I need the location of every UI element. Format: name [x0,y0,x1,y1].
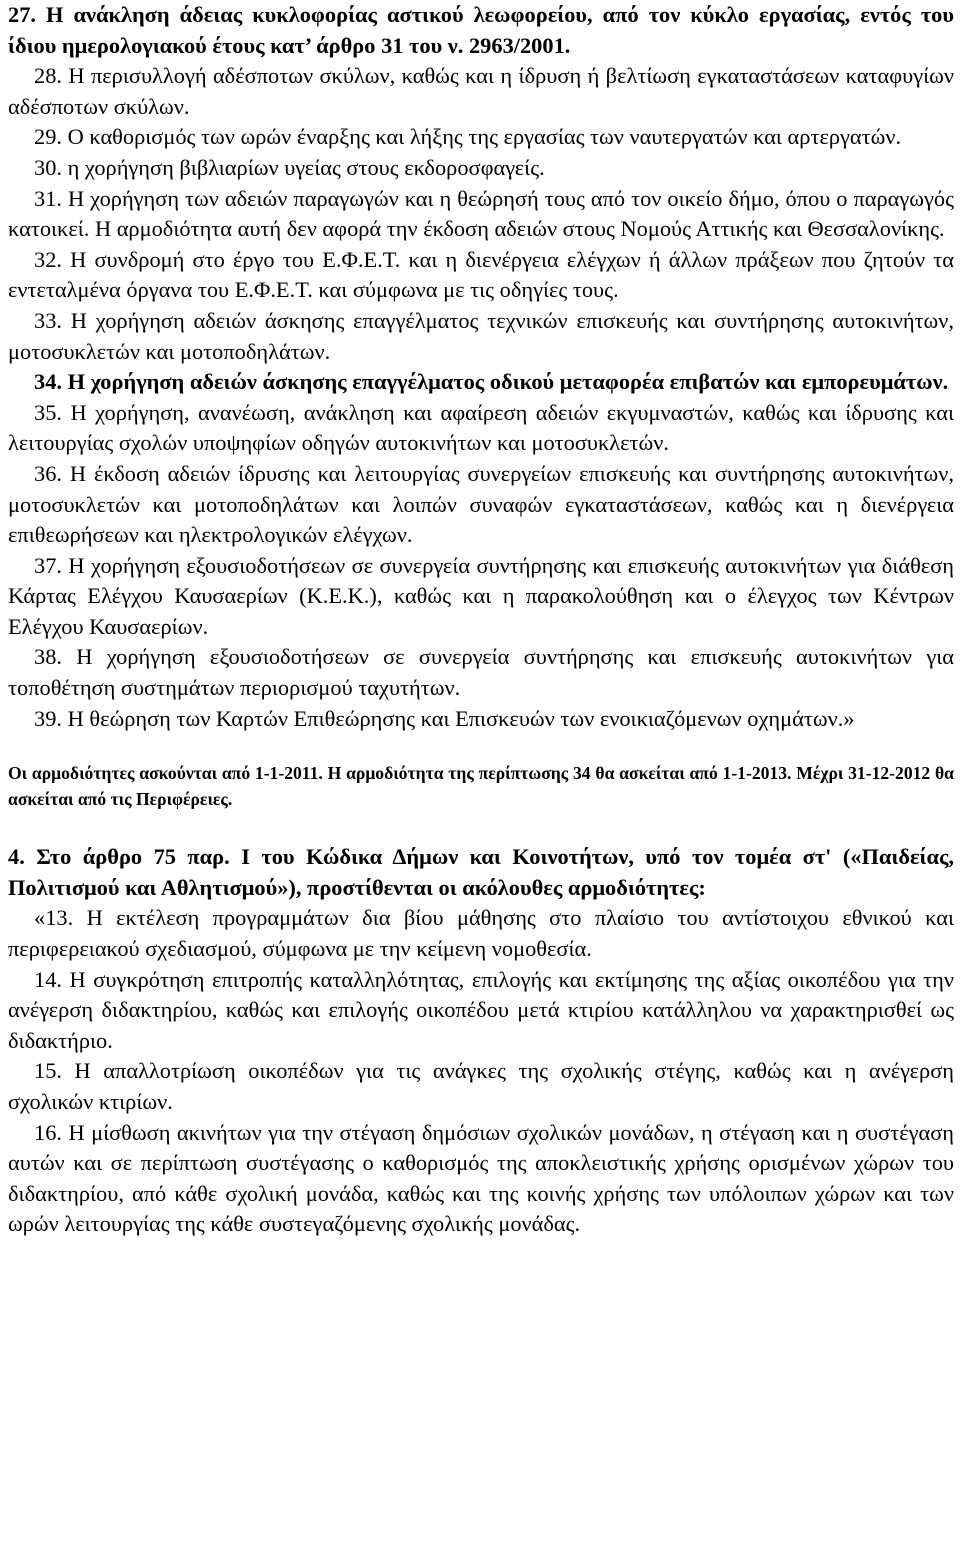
items-list-1 [8,0,954,734]
items-list-2 [8,903,954,1240]
document-page [8,0,954,1240]
effective-date-note: Οι αρμοδιότητες ασκούνται από 1-1-2011. Η αρμοδιότητα της περίπτωσης 34 θα ασκείται από 1-1-2013. Μέχρι 31-12-2012 θα ασκείται από τις Περιφέρειες. [8,763,954,810]
list-item: 35. Η χορήγηση, ανανέωση, ανάκληση και αφαίρεση αδειών εκγυμναστών, καθώς και ίδρυσης και λειτουργίας σχολών υποψηφίων οδηγών αυτοκινήτων και μοτοσυκλετών. [8,399,954,456]
list-item: 15. Η απαλλοτρίωση οικοπέδων για τις ανάγκες της σχολικής στέγης, καθώς και η ανέγερση σχολικών κτιρίων. [8,1058,954,1114]
list-item: «13. Η εκτέλεση προγραμμάτων δια βίου μάθησης στο πλαίσιο του αντίστοιχου εθνικού και περιφερειακού σχεδιασμού, σύμφωνα με την κείμενη νομοθεσία. [8,905,954,962]
list-item: 33. Η χορήγηση αδειών άσκησης επαγγέλματος τεχνικών επισκευής και συντήρησης αυτοκινήτων, μοτοσυκλετών και μοτοποδηλάτων. [8,307,954,364]
list-item: 14. Η συγκρότηση επιτροπής καταλληλότητας, επιλογής και εκτίμησης της αξίας οικοπέδου για την ανέγερση διδακτηρίου, καθώς και επιλογής οικοπέδου μετά κτιρίου κατάλληλου να χαρακτηρισθεί ως διδακτήριο. [8,966,954,1053]
list-item: 38. Η χορήγηση εξουσιοδοτήσεων σε συνεργεία συντήρησης και επισκευής αυτοκινήτων για τοποθέτηση συστημάτων περιορισμού ταχυτήτων. [8,644,954,701]
list-item: 39. Η θεώρηση των Καρτών Επιθεώρησης και Επισκευών των ενοικιαζόμενων οχημάτων.» [34,705,855,731]
section-heading: 4. Στο άρθρο 75 παρ. Ι του Κώδικα Δήμων και Κοινοτήτων, υπό τον τομέα στ' («Παιδείας, Πολιτισμού και Αθλητισμού»), προστίθενται οι ακόλουθες αρμοδιότητες: [8,844,954,900]
list-item: 28. Η περισυλλογή αδέσποτων σκύλων, καθώς και η ίδρυση ή βελτίωση εγκαταστάσεων καταφυγίων αδέσποτων σκύλων. [8,63,954,119]
list-item: 27. Η ανάκληση άδειας κυκλοφορίας αστικού λεωφορείου, από τον κύκλο εργασίας, εντός του ίδιου ημερολογιακού έτους κατ’ άρθρο 31 του ν. 2963/2001. [8,2,954,58]
list-item: 32. Η συνδρομή στο έργο του Ε.Φ.Ε.Τ. και η διενέργεια ελέγχων ή άλλων πράξεων που ζητούν τα εντεταλμένα όργανα του Ε.Φ.Ε.Τ. και σύμφωνα με τις οδηγίες τους. [8,246,954,303]
list-item: 29. Ο καθορισμός των ωρών έναρξης και λήξης της εργασίας των ναυτεργατών και αρτεργατών. [34,124,902,150]
list-item: 16. Η μίσθωση ακινήτων για την στέγαση δημόσιων σχολικών μονάδων, η στέγαση και η συστέγαση αυτών και σε περίπτωση συστέγασης ο καθορισμός της αποκλειστικής χρήσης ορισμένων χώρων του διδακτηρίου, από κάθε σχολική μονάδα, καθώς και της κοινής χρήσης των υπόλοιπων χώρων και των ωρών λειτουργίας της κάθε συστεγαζόμενης σχολικής μονάδας. [8,1119,954,1237]
list-item: 31. Η χορήγηση των αδειών παραγωγών και η θεώρησή τους από τον οικείο δήμο, όπου ο παραγωγός κατοικεί. Η αρμοδιότητα αυτή δεν αφορά την έκδοση αδειών στους Νομούς Αττικής και Θεσσαλονίκης. [8,185,954,242]
list-item: 37. Η χορήγηση εξουσιοδοτήσεων σε συνεργεία συντήρησης και επισκευής αυτοκινήτων για διάθεση Κάρτας Ελέγχου Καυσαερίων (Κ.Ε.Κ.), καθώς και η παρακολούθηση και ο έλεγχος των Κέντρων Ελέγχου Καυσαερίων. [8,552,954,639]
list-item: 34. Η χορήγηση αδειών άσκησης επαγγέλματος οδικού μεταφορέα επιβατών και εμπορευμάτων. [34,369,949,395]
list-item: 36. Η έκδοση αδειών ίδρυσης και λειτουργίας συνεργείων επισκευής και συντήρησης αυτοκινήτων, μοτοσυκλετών και μοτοποδηλάτων και λοιπών συναφών εγκαταστάσεων, καθώς και η διενέργεια επιθεωρήσεων και ηλεκτρολογικών ελέγχων. [8,460,954,548]
list-item: 30. η χορήγηση βιβλιαρίων υγείας στους εκδοροσφαγείς. [34,154,545,180]
